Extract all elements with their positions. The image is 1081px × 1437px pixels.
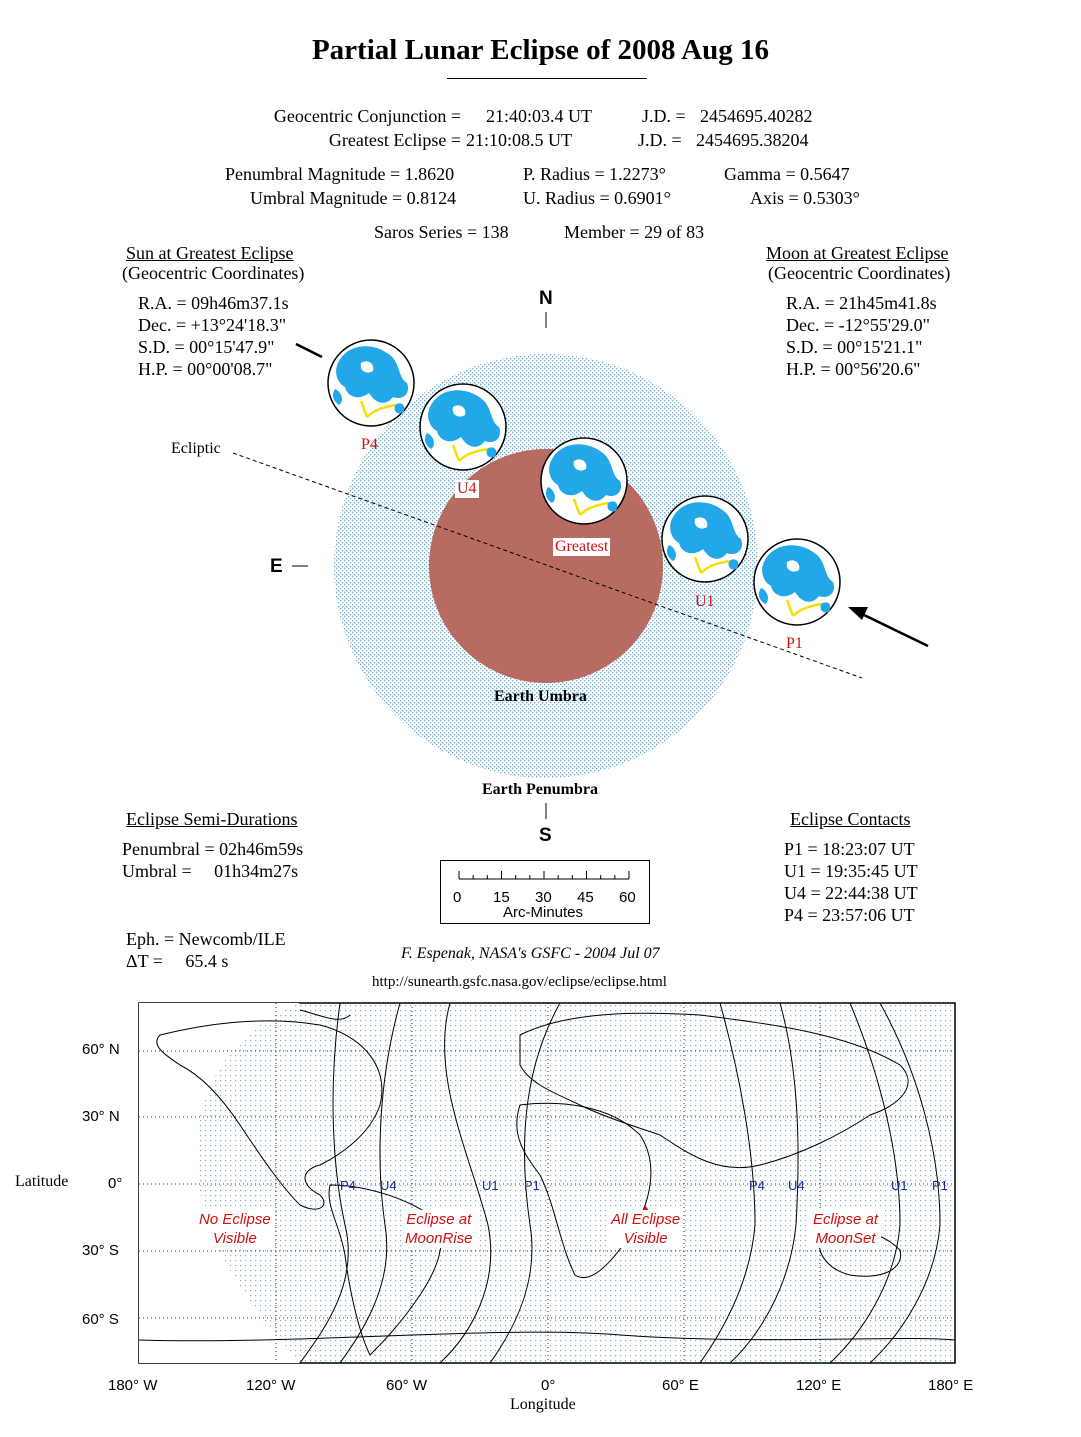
moon-greatest <box>541 438 627 524</box>
arrow-head <box>848 607 868 620</box>
credit: F. Espenak, NASA's GSFC - 2004 Jul 07 <box>401 945 660 962</box>
moon-hp: H.P. = 00°56'20.6" <box>786 359 921 379</box>
greatest-time: 21:10:08.5 UT <box>466 130 572 150</box>
moon-p4 <box>328 340 414 426</box>
lon-120e: 120° E <box>796 1377 842 1394</box>
ephemeris: Eph. = Newcomb/ILE <box>126 929 286 949</box>
penumbral-radius: P. Radius = 1.2273° <box>523 164 666 184</box>
source-url: http://sunearth.gsfc.nasa.gov/eclipse/eclipse.html <box>372 974 667 990</box>
saros-member: Member = 29 of 83 <box>564 222 705 242</box>
region-all-eclipse-line2: Visible <box>623 1230 668 1247</box>
contacts-heading: Eclipse Contacts <box>790 809 911 829</box>
sun-heading: Sun at Greatest Eclipse <box>126 243 294 263</box>
delta-t: ΔT = 65.4 s <box>126 951 229 971</box>
region-moonset-line2: MoonSet <box>815 1230 876 1247</box>
conjunction-time: 21:40:03.4 UT <box>486 106 592 126</box>
scale-tick-60: 60 <box>619 889 636 906</box>
moon-subheading: (Geocentric Coordinates) <box>768 263 951 283</box>
umbral-magnitude: Umbral Magnitude = 0.8124 <box>250 188 457 208</box>
map-latitude-title: Latitude <box>15 1173 69 1190</box>
label-u1: U1 <box>695 593 715 610</box>
moon-motion-arrow <box>862 614 928 646</box>
sun-dec: Dec. = +13°24'18.3" <box>138 315 287 335</box>
region-all-eclipse-line1: All Eclipse <box>611 1211 681 1228</box>
moon-dec: Dec. = -12°55'29.0" <box>786 315 930 335</box>
region-no-eclipse <box>196 1210 274 1248</box>
map-contact-p4-east: P4 <box>749 1178 765 1193</box>
region-moonrise <box>402 1210 476 1248</box>
label-u4: U4 <box>457 480 477 497</box>
conjunction-label: Geocentric Conjunction = <box>273 106 461 126</box>
lon-180w: 180° W <box>108 1377 158 1394</box>
sun-sd: S.D. = 00°15'47.9" <box>138 337 275 357</box>
region-moonrise-line2: MoonRise <box>405 1230 473 1247</box>
label-greatest: Greatest <box>555 538 609 555</box>
lat-30s: 30° S <box>82 1242 119 1259</box>
contact-p4: P4 = 23:57:06 UT <box>784 905 915 925</box>
greatest-label: Greatest Eclipse = <box>328 130 461 150</box>
map-contact-p1-west: P1 <box>524 1178 540 1193</box>
lon-60w: 60° W <box>386 1377 428 1394</box>
map-contact-p1-east: P1 <box>932 1178 948 1193</box>
region-no-eclipse-line2: Visible <box>212 1230 257 1247</box>
conjunction-jd-label: J.D. = <box>642 106 686 126</box>
lat-60s: 60° S <box>82 1311 119 1328</box>
scale-label: Arc-Minutes <box>503 904 584 921</box>
moon-u1 <box>662 496 748 582</box>
penumbra-label: Earth Penumbra <box>482 781 598 798</box>
label-p4: P4 <box>361 436 378 453</box>
contact-u1: U1 = 19:35:45 UT <box>784 861 918 881</box>
lat-0: 0° <box>108 1175 123 1192</box>
moon-sd: S.D. = 00°15'21.1" <box>786 337 923 357</box>
visibility-map <box>0 995 1081 1437</box>
conjunction-jd: 2454695.40282 <box>700 106 813 126</box>
moon-heading: Moon at Greatest Eclipse <box>766 243 949 263</box>
scale-tick-30: 30 <box>535 889 552 906</box>
umbra-label: Earth Umbra <box>494 688 587 705</box>
map-background <box>139 1003 955 1363</box>
saros-series: Saros Series = 138 <box>374 222 509 242</box>
east-label: E <box>270 556 283 577</box>
lon-0: 0° <box>541 1377 556 1394</box>
map-contact-u4-east: U4 <box>788 1178 805 1193</box>
map-longitude-title: Longitude <box>510 1396 576 1413</box>
greatest-jd-label: J.D. = <box>638 130 682 150</box>
lat-30n: 30° N <box>82 1108 120 1125</box>
region-moonset-line1: Eclipse at <box>813 1211 879 1228</box>
lon-60e: 60° E <box>662 1377 699 1394</box>
lon-120w: 120° W <box>246 1377 296 1394</box>
page-title: Partial Lunar Eclipse of 2008 Aug 16 <box>311 34 770 66</box>
semi-durations-heading: Eclipse Semi-Durations <box>126 809 298 829</box>
semi-duration-penumbral: Penumbral = 02h46m59s <box>122 839 304 859</box>
moon-p1 <box>754 539 840 625</box>
lat-60n: 60° N <box>82 1041 120 1058</box>
sun-subheading: (Geocentric Coordinates) <box>122 263 305 283</box>
axis-value: Axis = 0.5303° <box>750 188 860 208</box>
scale-box <box>440 860 650 924</box>
map-contact-u4-west: U4 <box>380 1178 397 1193</box>
label-p1: P1 <box>786 635 803 652</box>
region-no-eclipse-line1: No Eclipse <box>199 1211 271 1228</box>
scale-tick-45: 45 <box>577 889 594 906</box>
region-moonset <box>810 1210 881 1248</box>
contact-u4: U4 = 22:44:38 UT <box>784 883 918 903</box>
greatest-jd: 2454695.38204 <box>696 130 809 150</box>
map-contact-u1-east: U1 <box>891 1178 908 1193</box>
south-label: S <box>539 825 552 846</box>
umbral-radius: U. Radius = 0.6901° <box>523 188 671 208</box>
region-moonrise-line1: Eclipse at <box>406 1211 472 1228</box>
ecliptic-label: Ecliptic <box>171 440 221 457</box>
gamma-value: Gamma = 0.5647 <box>724 164 850 184</box>
sun-hp: H.P. = 00°00'08.7" <box>138 359 273 379</box>
map-contact-u1-west: U1 <box>482 1178 499 1193</box>
moon-ra: R.A. = 21h45m41.8s <box>786 293 937 313</box>
region-all-eclipse <box>608 1210 683 1248</box>
sun-ra: R.A. = 09h46m37.1s <box>138 293 289 313</box>
scale-tick-0: 0 <box>453 889 462 906</box>
scale-tick-15: 15 <box>493 889 510 906</box>
penumbral-magnitude: Penumbral Magnitude = 1.8620 <box>225 164 455 184</box>
moon-u4 <box>420 384 506 470</box>
north-label: N <box>539 288 553 309</box>
semi-duration-umbral: Umbral = 01h34m27s <box>122 861 299 881</box>
sun-pointer-line <box>296 344 322 357</box>
lon-180e: 180° E <box>928 1377 974 1394</box>
contact-p1: P1 = 18:23:07 UT <box>784 839 915 859</box>
map-contact-p4-west: P4 <box>340 1178 356 1193</box>
